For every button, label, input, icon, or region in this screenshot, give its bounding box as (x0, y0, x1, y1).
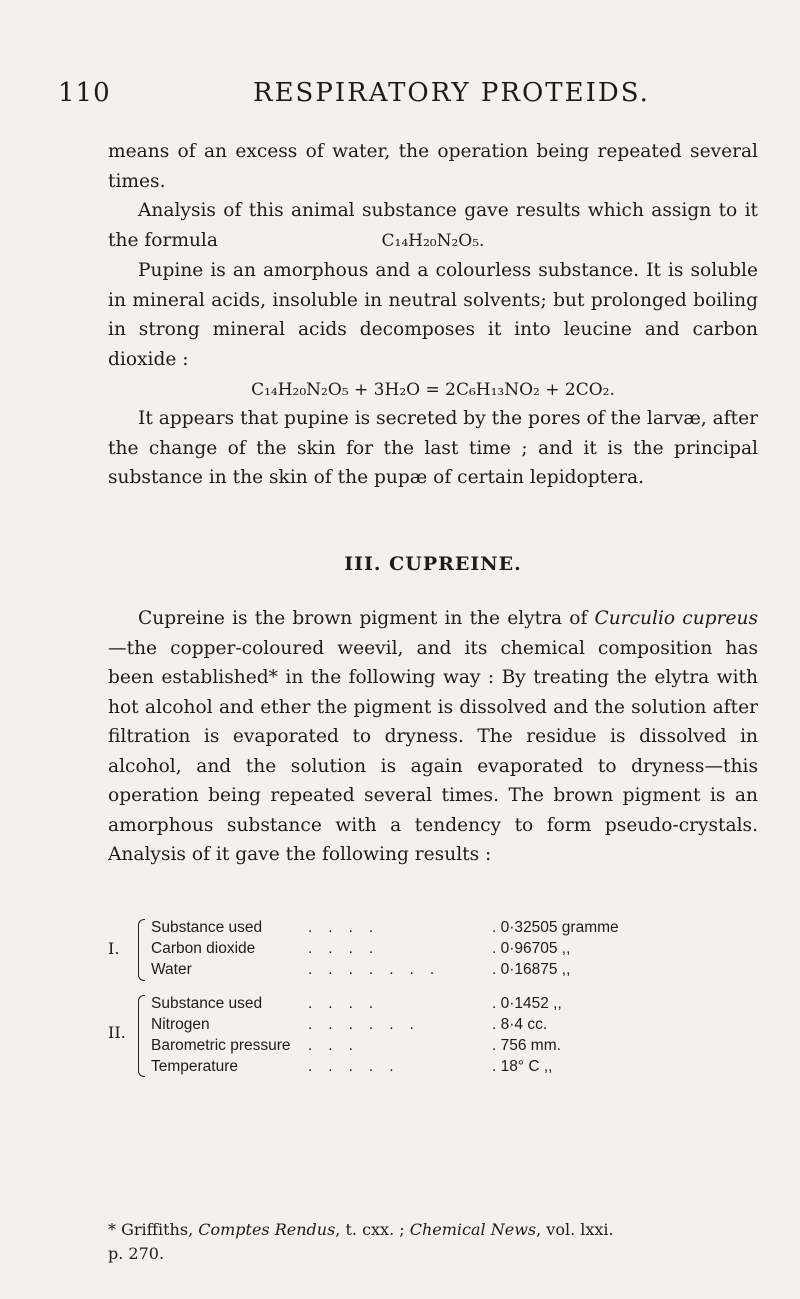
paragraph-block-4 (108, 404, 758, 493)
result-row (108, 959, 758, 980)
footnote-line-2: p. 270. (108, 1244, 165, 1263)
paragraph-4: It appears that pupine is secreted by the pores of the larvæ, after the change of the skin for the last time ; and it is the principal substance in the skin of the pupæ of certain lepidoptera. (108, 408, 758, 488)
formula-block-1 (108, 227, 758, 257)
analysis-results (108, 917, 758, 1089)
row-value: . 756 mm. (492, 1037, 561, 1054)
row-label: Temperature (151, 1058, 239, 1075)
footnote-journal: Chemical News (409, 1220, 537, 1239)
formula-block-2 (108, 376, 758, 406)
row-value: . 0·32505 gramme (492, 919, 619, 936)
leader-dots: ....... (308, 961, 451, 978)
result-group-2 (108, 993, 758, 1083)
group-label: I. (108, 939, 120, 958)
result-row (108, 1056, 758, 1077)
paragraph-block-3 (108, 256, 758, 374)
page-number: 110 (58, 78, 111, 108)
leader-dots: .... (308, 995, 390, 1012)
formula-hydrolysis: C₁₄H₂₀N₂O₅ + 3H₂O = 2C₆H₁₃NO₂ + 2CO₂. (251, 380, 615, 400)
result-row (108, 1035, 758, 1056)
row-label: Water (151, 961, 192, 978)
row-label: Substance used (151, 919, 263, 936)
footnote-line-1 (108, 1218, 758, 1242)
result-row (108, 993, 758, 1014)
row-label: Substance used (151, 995, 263, 1012)
result-group-1 (108, 917, 758, 987)
result-row (108, 917, 758, 938)
footnote-author: * Griffiths, (108, 1220, 199, 1239)
section-heading: III. CUPREINE. (344, 553, 522, 575)
paragraph-2: Analysis of this animal substance gave results which assign to it the formula (108, 200, 758, 251)
row-label: Carbon dioxide (151, 940, 256, 957)
leader-dots: ..... (308, 1058, 410, 1075)
row-label: Nitrogen (151, 1016, 210, 1033)
row-value: . 18° C ,, (492, 1058, 553, 1075)
paragraph-1: means of an excess of water, the operation being repeated several times. (108, 141, 758, 192)
leader-dots: ... (308, 1037, 369, 1054)
row-value: . 0·16875 ,, (492, 961, 571, 978)
species-name: Curculio cupreus (594, 608, 758, 629)
formula-pupine: C₁₄H₂₀N₂O₅. (381, 231, 485, 251)
paragraph-5-start: Cupreine is the brown pigment in the elytra of (138, 608, 595, 629)
footnote-journal: Comptes Rendus (198, 1220, 336, 1239)
footnote (108, 1218, 758, 1266)
row-label: Barometric pressure (151, 1037, 291, 1054)
leader-dots: ...... (308, 1016, 430, 1033)
leader-dots: .... (308, 940, 390, 957)
result-row (108, 1014, 758, 1035)
leader-dots: .... (308, 919, 390, 936)
row-value: . 8·4 cc. (492, 1016, 548, 1033)
paragraph-5-rest: —the copper-coloured weevil, and its chemical composition has been established* in the following way : By treating the elytra with hot alcohol and ether the pigment is dissolved and the solution after filtration is evaporated to dryness. The residue is dissolved in alcohol, and the solution is again evaporated to dryness—this operation being repeated several times. The brown pigment is an amorphous substance with a tendency to form pseudo-crystals. Analysis of it gave the following results : (108, 637, 758, 865)
group-label: II. (108, 1023, 126, 1042)
paragraph-block-5 (108, 604, 758, 870)
footnote-volume: , vol. lxxi. (536, 1220, 614, 1239)
paragraph-5 (108, 604, 758, 870)
row-value: . 0·1452 ,, (492, 995, 562, 1012)
running-title: RESPIRATORY PROTEIDS. (253, 78, 650, 108)
result-row (108, 938, 758, 959)
paragraph-3: Pupine is an amorphous and a colourless substance. It is soluble in mineral acids, insoluble in neutral solvents; but prolonged boiling in strong mineral acids decomposes it into leucine and carbon dioxide : (108, 260, 758, 370)
footnote-volume: , t. cxx. ; (335, 1220, 410, 1239)
row-value: . 0·96705 ,, (492, 940, 571, 957)
